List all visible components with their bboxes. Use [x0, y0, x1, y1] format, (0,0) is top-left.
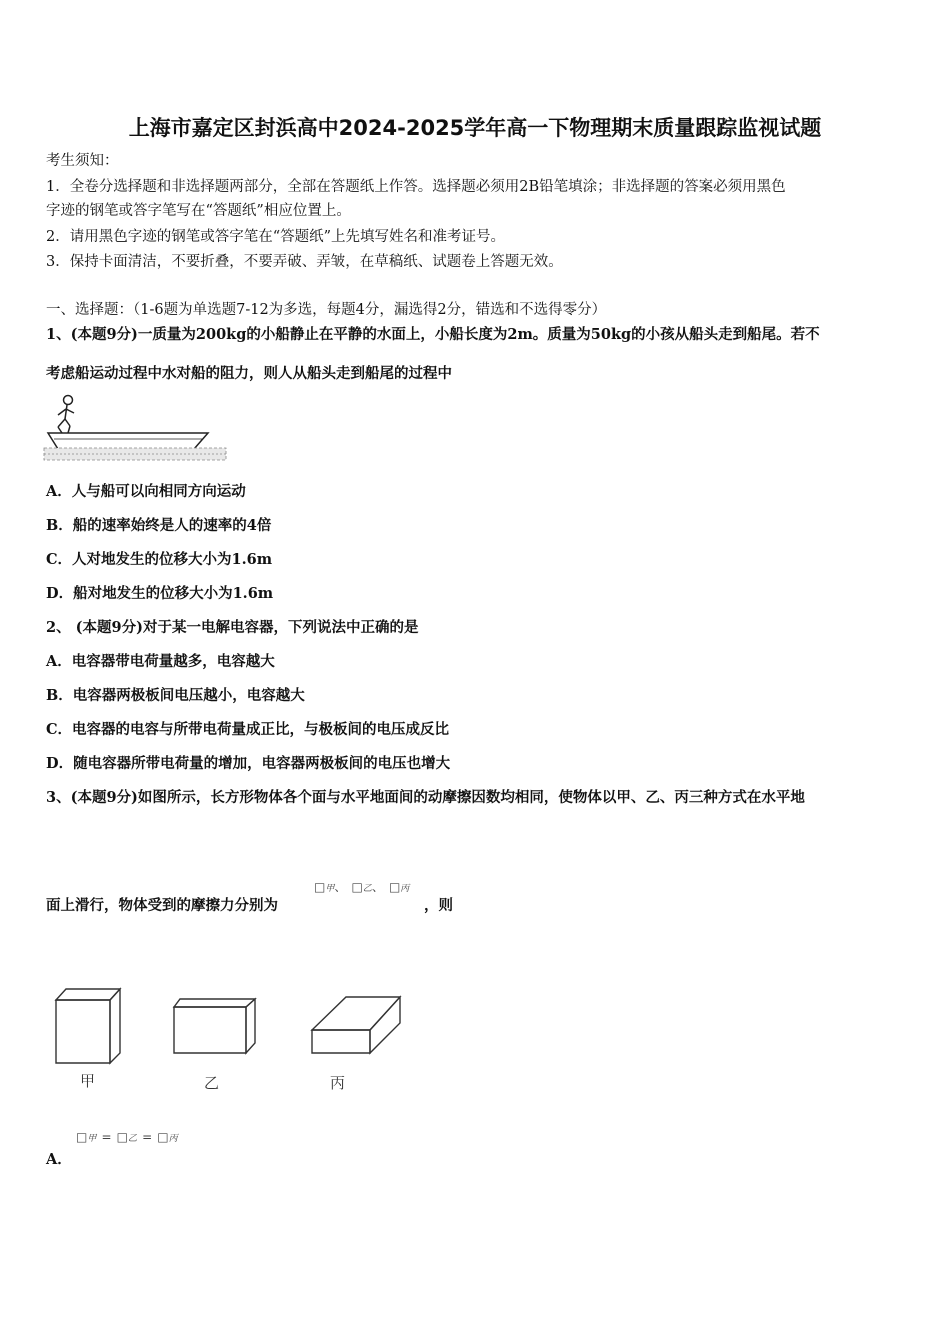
boxes-figure: [50, 985, 410, 1065]
q3-stem-line2-end: ，则: [424, 897, 453, 914]
boat-figure: [44, 393, 229, 463]
figure-label-yi: 乙: [204, 1074, 220, 1092]
box-yi: [174, 999, 255, 1053]
q1-stem-line2: 考虑船运动过程中水对船的阻力，则人从船头走到船尾的过程中: [46, 365, 452, 382]
figure-label-jia: 甲: [80, 1072, 96, 1090]
q2-option-b: B．电容器两极板间电压越小，电容越大: [46, 687, 305, 704]
box-jia: [56, 989, 120, 1063]
friction-formula: □甲、 □乙、 □丙: [314, 880, 410, 894]
q1-option-a: A．人与船可以向相同方向运动: [46, 483, 246, 500]
q2-stem: 2、 (本题9分)对于某一电解电容器，下列说法中正确的是: [46, 619, 419, 636]
notice-item-1: 1．全卷分选择题和非选择题两部分，全部在答题纸上作答。选择题必须用2B铅笔填涂；非选择题的答案必须用黑色: [46, 179, 786, 195]
q2-option-a: A．电容器带电荷量越多，电容越大: [46, 653, 275, 670]
section-heading: 一、选择题：（1-6题为单选题7-12为多选，每题4分，漏选得2分，错选和不选得零分）: [46, 302, 607, 318]
q1-stem-line1: 1、(本题9分)一质量为200kg的小船静止在平静的水面上，小船长度为2m。质量为50kg的小孩从船头走到船尾。若不: [46, 326, 820, 343]
q1-option-d: D．船对地发生的位移大小为1.6m: [46, 585, 274, 602]
q1-option-c: C．人对地发生的位移大小为1.6m: [46, 551, 273, 568]
q2-option-d: D．随电容器所带电荷量的增加，电容器两极板间的电压也增大: [46, 755, 451, 772]
q2-option-c: C．电容器的电容与所带电荷量成正比，与极板间的电压成反比: [46, 721, 450, 738]
notice-item-1-cont: 字迹的钢笔或答字笔写在“答题纸”相应位置上。: [46, 203, 351, 219]
notice-item-3: 3．保持卡面清洁，不要折叠，不要弄破、弄皱，在草稿纸、试题卷上答题无效。: [46, 254, 563, 270]
box-bing: [312, 997, 400, 1053]
q3-option-a-label: A．: [46, 1151, 72, 1168]
water-surface: [44, 448, 226, 460]
q3-stem-line1: 3、(本题9分)如图所示，长方形物体各个面与水平地面间的动摩擦因数均相同，使物体以甲、乙、丙三种方式在水平地: [46, 789, 805, 806]
q3-option-a-formula: □甲 = □乙 = □丙: [76, 1130, 178, 1144]
q1-option-b: B．船的速率始终是人的速率的4倍: [46, 517, 272, 534]
child-figure: [58, 396, 74, 434]
notice-item-2: 2．请用黑色字迹的钢笔或答字笔在“答题纸”上先填写姓名和准考证号。: [46, 229, 506, 245]
figure-label-bing: 丙: [330, 1074, 346, 1092]
page-title: 上海市嘉定区封浜高中2024-2025学年高一下物理期末质量跟踪监视试题: [128, 116, 822, 140]
boat-hull: [48, 433, 208, 449]
notice-heading: 考生须知：: [46, 153, 119, 169]
q3-stem-line2: 面上滑行，物体受到的摩擦力分别为: [46, 897, 278, 914]
